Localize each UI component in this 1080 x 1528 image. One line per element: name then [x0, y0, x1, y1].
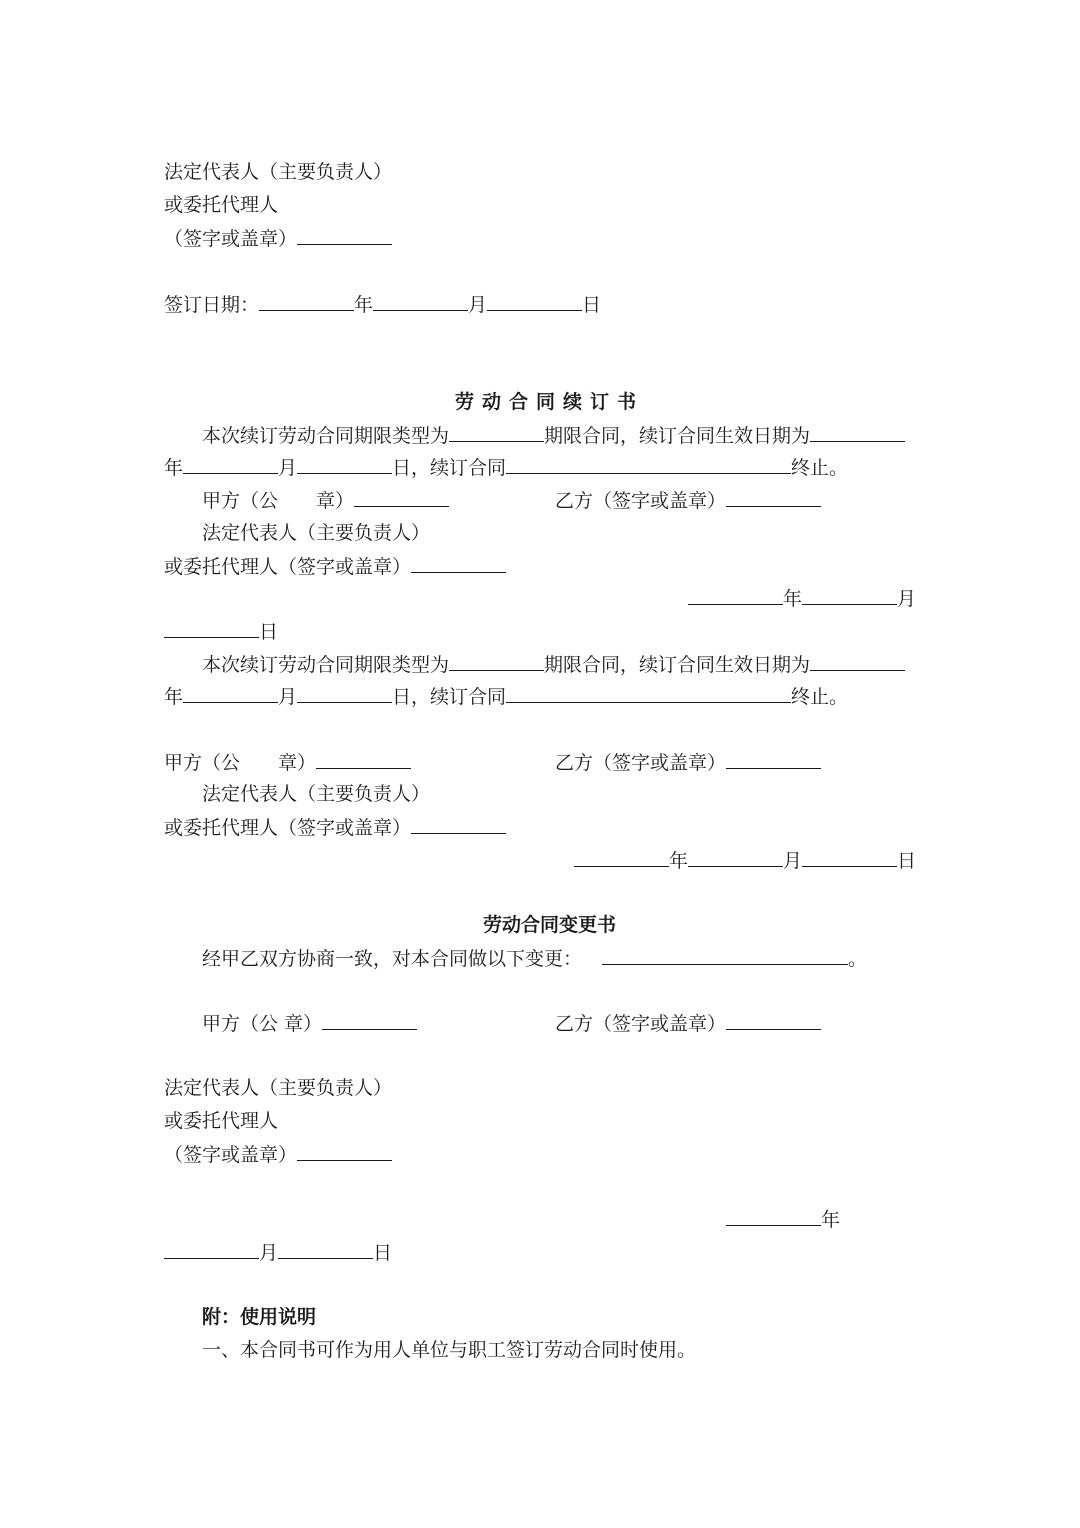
effective-date-blank[interactable]: [810, 652, 905, 671]
change-signature-line: （签字或盖章）: [164, 1142, 392, 1167]
renewal-2-legal-rep: 法定代表人（主要负责人）: [202, 783, 431, 805]
agent-sign-blank[interactable]: [411, 554, 506, 573]
date-year-blank[interactable]: [726, 1207, 821, 1226]
end-date-blank[interactable]: [506, 684, 791, 703]
effective-day-blank[interactable]: [297, 455, 392, 474]
renewal-1-party-a: 甲方（公 章）: [202, 488, 449, 513]
agent-label: 或委托代理人: [164, 194, 279, 216]
sign-seal-label: （签字或盖章）: [164, 228, 298, 250]
party-a-seal-blank[interactable]: [354, 488, 449, 507]
day-blank[interactable]: [487, 292, 582, 311]
renewal-1-line1: 本次续订劳动合同期限类型为 期限合同，续订合同生效日期为: [202, 423, 905, 448]
party-a-seal-blank[interactable]: [316, 750, 411, 769]
date-month-blank[interactable]: [802, 586, 897, 605]
party-a-seal-blank[interactable]: [322, 1011, 417, 1030]
date-day-blank[interactable]: [802, 848, 897, 867]
date-day-blank[interactable]: [278, 1240, 373, 1259]
term-type-blank[interactable]: [449, 423, 544, 442]
sign-date-line: 签订日期： 年 月 日: [164, 294, 602, 316]
renewal-1-agent: 或委托代理人（签字或盖章）: [164, 554, 506, 579]
legal-rep-label: 法定代表人（主要负责人）: [164, 161, 393, 183]
effective-month-blank[interactable]: [183, 455, 278, 474]
renewal-1-legal-rep: 法定代表人（主要负责人）: [202, 522, 431, 544]
signature-blank[interactable]: [297, 226, 392, 245]
change-date-year: 年: [726, 1207, 840, 1232]
year-blank[interactable]: [259, 292, 354, 311]
date-day-blank[interactable]: [164, 619, 259, 638]
renewal-2-line1: 本次续订劳动合同期限类型为 期限合同，续订合同生效日期为: [202, 652, 905, 677]
month-blank[interactable]: [373, 292, 468, 311]
date-year-blank[interactable]: [688, 586, 783, 605]
sign-date-label: 签订日期：: [164, 294, 260, 316]
appendix-item-1: 一、本合同书可作为用人单位与职工签订劳动合同时使用。: [202, 1339, 697, 1361]
change-party-b: 乙方（签字或盖章）: [555, 1011, 821, 1036]
party-b-sign-blank[interactable]: [726, 1011, 821, 1030]
change-agent: 或委托代理人: [164, 1110, 279, 1132]
effective-date-blank[interactable]: [810, 423, 905, 442]
change-intro: 经甲乙双方协商一致，对本合同做以下变更： 。: [202, 948, 868, 970]
date-month-blank[interactable]: [164, 1240, 259, 1259]
renewal-2-party-a: 甲方（公 章）: [164, 750, 411, 775]
renewal-2-date: 年 月 日: [574, 848, 916, 873]
signature-blank[interactable]: [297, 1142, 392, 1161]
end-date-blank[interactable]: [506, 455, 791, 474]
change-content-blank[interactable]: [602, 946, 848, 965]
renewal-1-party-b: 乙方（签字或盖章）: [555, 488, 821, 513]
renewal-2-agent: 或委托代理人（签字或盖章）: [164, 815, 506, 840]
change-legal-rep: 法定代表人（主要负责人）: [164, 1077, 393, 1099]
renewal-1-date-ym: 年 月: [688, 586, 916, 611]
term-type-blank[interactable]: [449, 652, 544, 671]
effective-day-blank[interactable]: [297, 684, 392, 703]
signature-line: [164, 226, 392, 251]
renewal-1-line2: 年 月 日，续订合同 终止。: [164, 457, 849, 479]
renewal-1-date-d: 日: [164, 619, 278, 644]
renewal-2-line2: 年 月 日，续订合同 终止。: [164, 686, 849, 708]
appendix-title: 附：使用说明: [202, 1306, 317, 1328]
party-b-sign-blank[interactable]: [726, 750, 821, 769]
change-title: 劳动合同变更书: [483, 914, 617, 936]
date-month-blank[interactable]: [688, 848, 783, 867]
agent-sign-blank[interactable]: [411, 815, 506, 834]
effective-month-blank[interactable]: [183, 684, 278, 703]
party-b-sign-blank[interactable]: [726, 488, 821, 507]
renewal-title: 劳动合同续订书: [455, 391, 645, 413]
renewal-2-party-b: 乙方（签字或盖章）: [555, 750, 821, 775]
change-party-a: 甲方（公 章）: [202, 1011, 417, 1036]
date-year-blank[interactable]: [574, 848, 669, 867]
change-date-md: 月 日: [164, 1240, 392, 1265]
